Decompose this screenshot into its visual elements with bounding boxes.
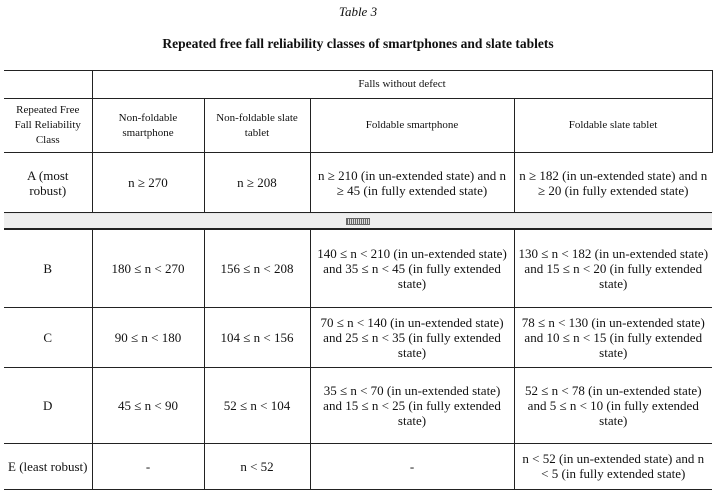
col-header-nonfoldable-smartphone: Non-foldable smartphone [92,99,204,153]
value-cell: n ≥ 270 [92,153,204,213]
value-cell: 70 ≤ n < 140 (in un-extended state) and 25 ≤ n < 35 (in fully extended state) [310,307,514,367]
corner-cell [4,71,92,99]
table-row [4,367,712,443]
value-cell: 35 ≤ n < 70 (in un-extended state) and 15 ≤ n < 25 (in fully extended state) [310,367,514,443]
col-header-nonfoldable-tablet: Non-foldable slate tablet [204,99,310,153]
table-row [4,443,712,489]
class-cell: B [4,229,92,307]
value-cell: 78 ≤ n < 130 (in un-extended state) and 10 ≤ n < 15 (in fully extended state) [514,307,712,367]
value-cell: n ≥ 182 (in un-extended state) and n ≥ 20 (in fully extended state) [514,153,712,213]
value-cell: 104 ≤ n < 156 [204,307,310,367]
table-caption: Table 3 [338,4,378,19]
reliability-table [4,70,713,490]
table-row [4,153,712,213]
column-header-row [4,99,712,153]
value-cell: n ≥ 208 [204,153,310,213]
split-handle[interactable] [4,213,712,230]
table-row [4,307,712,367]
col-header-foldable-tablet: Foldable slate tablet [514,99,712,153]
value-cell: - [92,443,204,489]
group-header-row [4,71,712,99]
grip-icon[interactable] [346,218,370,225]
value-cell: - [310,443,514,489]
value-cell: 45 ≤ n < 90 [92,367,204,443]
col-header-foldable-smartphone: Foldable smartphone [310,99,514,153]
class-cell: C [4,307,92,367]
table-title: Repeated free fall reliability classes of smartphones and slate tablets [162,36,554,51]
class-cell: D [4,367,92,443]
value-cell: 52 ≤ n < 78 (in un-extended state) and 5 ≤ n < 10 (in fully extended state) [514,367,712,443]
group-header-falls: Falls without defect [92,71,712,99]
col-header-class: Repeated Free Fall Reliability Class [4,99,92,153]
value-cell: n < 52 [204,443,310,489]
value-cell: 90 ≤ n < 180 [92,307,204,367]
value-cell: 140 ≤ n < 210 (in un-extended state) and 35 ≤ n < 45 (in fully extended state) [310,229,514,307]
value-cell: 180 ≤ n < 270 [92,229,204,307]
class-cell: E (least robust) [4,443,92,489]
split-handle-row[interactable] [4,213,712,230]
table-row [4,229,712,307]
value-cell: 52 ≤ n < 104 [204,367,310,443]
value-cell: 130 ≤ n < 182 (in un-extended state) and 15 ≤ n < 20 (in fully extended state) [514,229,712,307]
class-cell: A (most robust) [4,153,92,213]
value-cell: 156 ≤ n < 208 [204,229,310,307]
value-cell: n ≥ 210 (in un-extended state) and n ≥ 45 (in fully extended state) [310,153,514,213]
value-cell: n < 52 (in un-extended state) and n < 5 (in fully extended state) [514,443,712,489]
